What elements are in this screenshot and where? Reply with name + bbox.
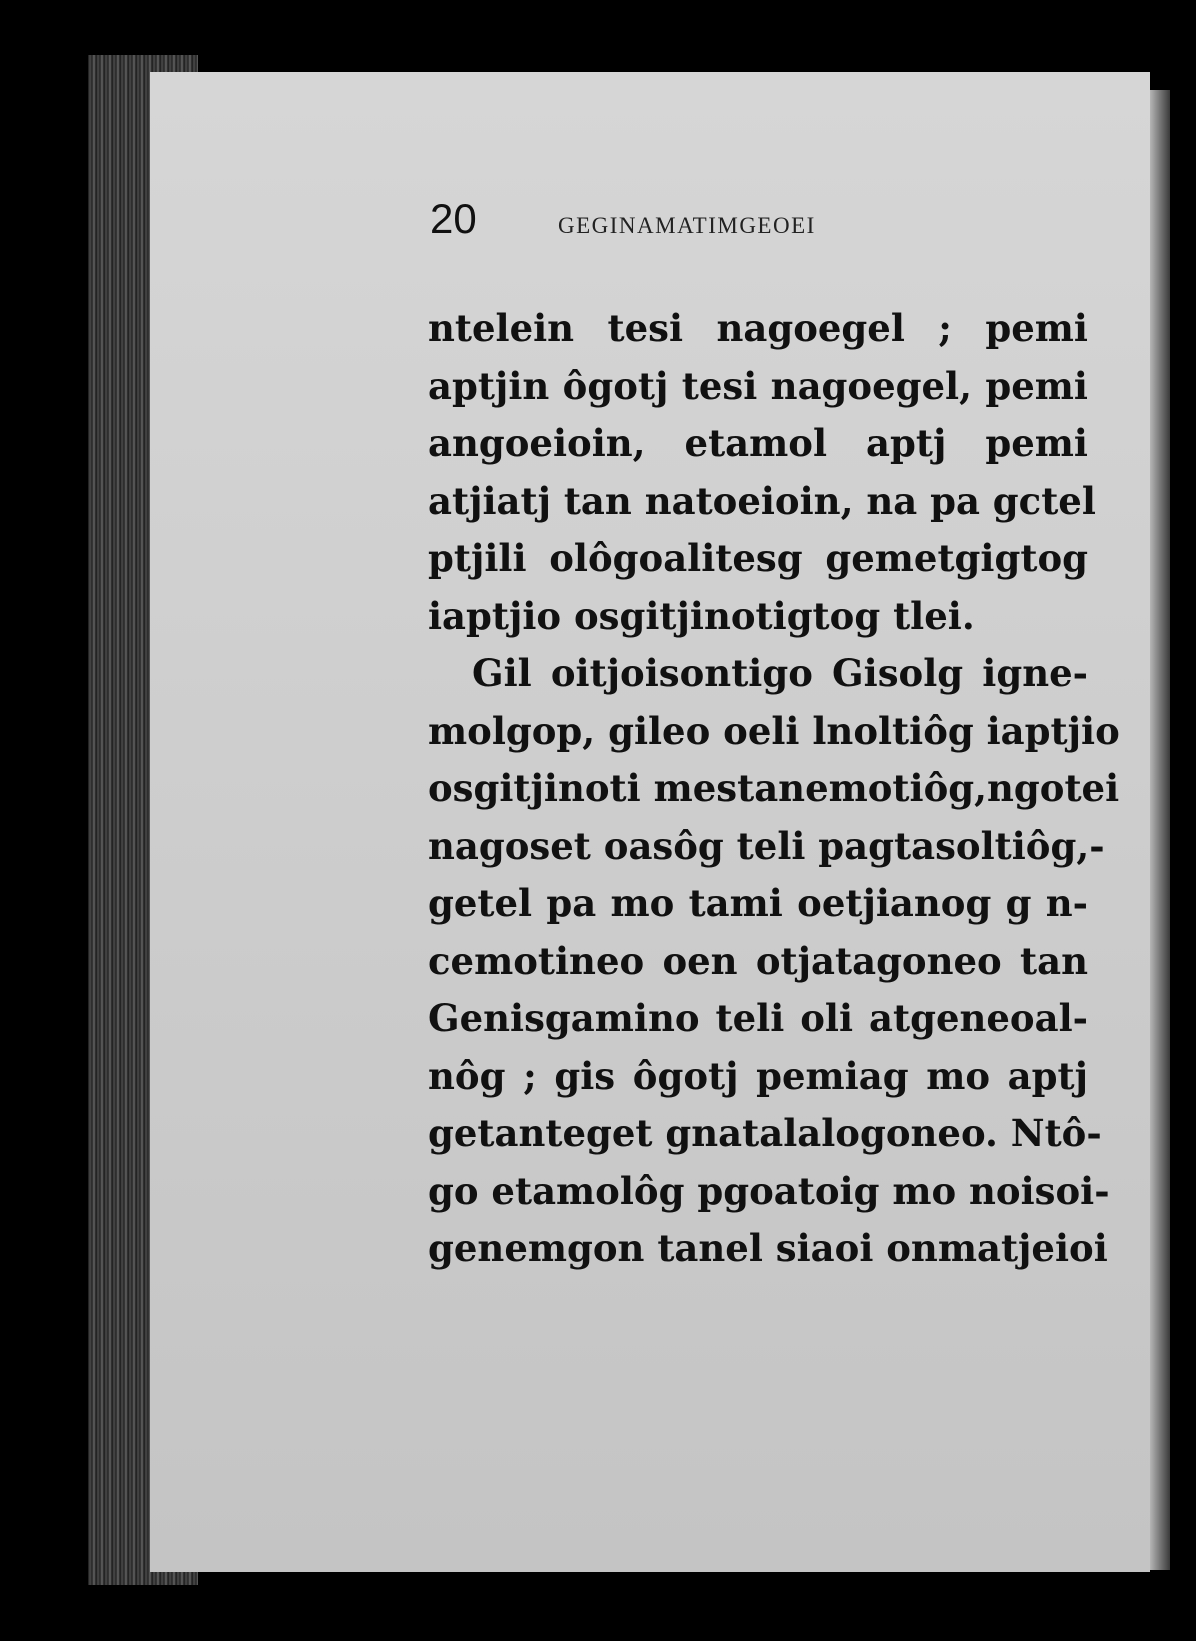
text-line: go etamolôg pgoatoig mo noisoi-: [428, 1168, 1110, 1213]
text-line: ptjili olôgoalitesg gemetgigtog: [428, 536, 1088, 580]
body-text: [428, 300, 1120, 1278]
text-line: nagoset oasôg teli pagtasoltiôg,-: [428, 823, 1105, 868]
text-line: ntelein tesi nagoegel ; pemi: [428, 306, 1088, 350]
text-line: nôg ; gis ôgotj pemiag mo aptj: [428, 1053, 1088, 1098]
page-right-edge: [1150, 90, 1170, 1570]
text-line: molgop, gileo oeli lnoltiôg iaptjio: [428, 708, 1120, 753]
paragraph-start-line: Gil oitjoisontigo Gisolg igne-: [472, 651, 1088, 695]
text-line: getel pa mo tami oetjianog g n-: [428, 881, 1088, 925]
text-line: Genisgamino teli oli atgeneoal-: [428, 996, 1088, 1040]
text-line: atjiatj tan natoeioin, na pa gctel: [428, 478, 1096, 523]
text-line: cemotineo oen otjatagoneo tan: [428, 938, 1088, 983]
running-head: GEGINAMATIMGEOEI: [558, 213, 816, 238]
text-line: osgitjinoti mestanemotiôg,ngotei: [428, 766, 1120, 810]
page-header: [430, 195, 1150, 255]
text-line: genemgon tanel siaoi onmatjeioi: [428, 1226, 1108, 1270]
text-line: angoeioin, etamol aptj pemi: [428, 421, 1088, 465]
text-line: getanteget gnatalalogoneo. Ntô-: [428, 1111, 1102, 1155]
text-line: iaptjio osgitjinotigtog tlei.: [428, 593, 975, 638]
text-line: aptjin ôgotj tesi nagoegel, pemi: [428, 363, 1088, 408]
page-number: 20: [430, 195, 477, 242]
